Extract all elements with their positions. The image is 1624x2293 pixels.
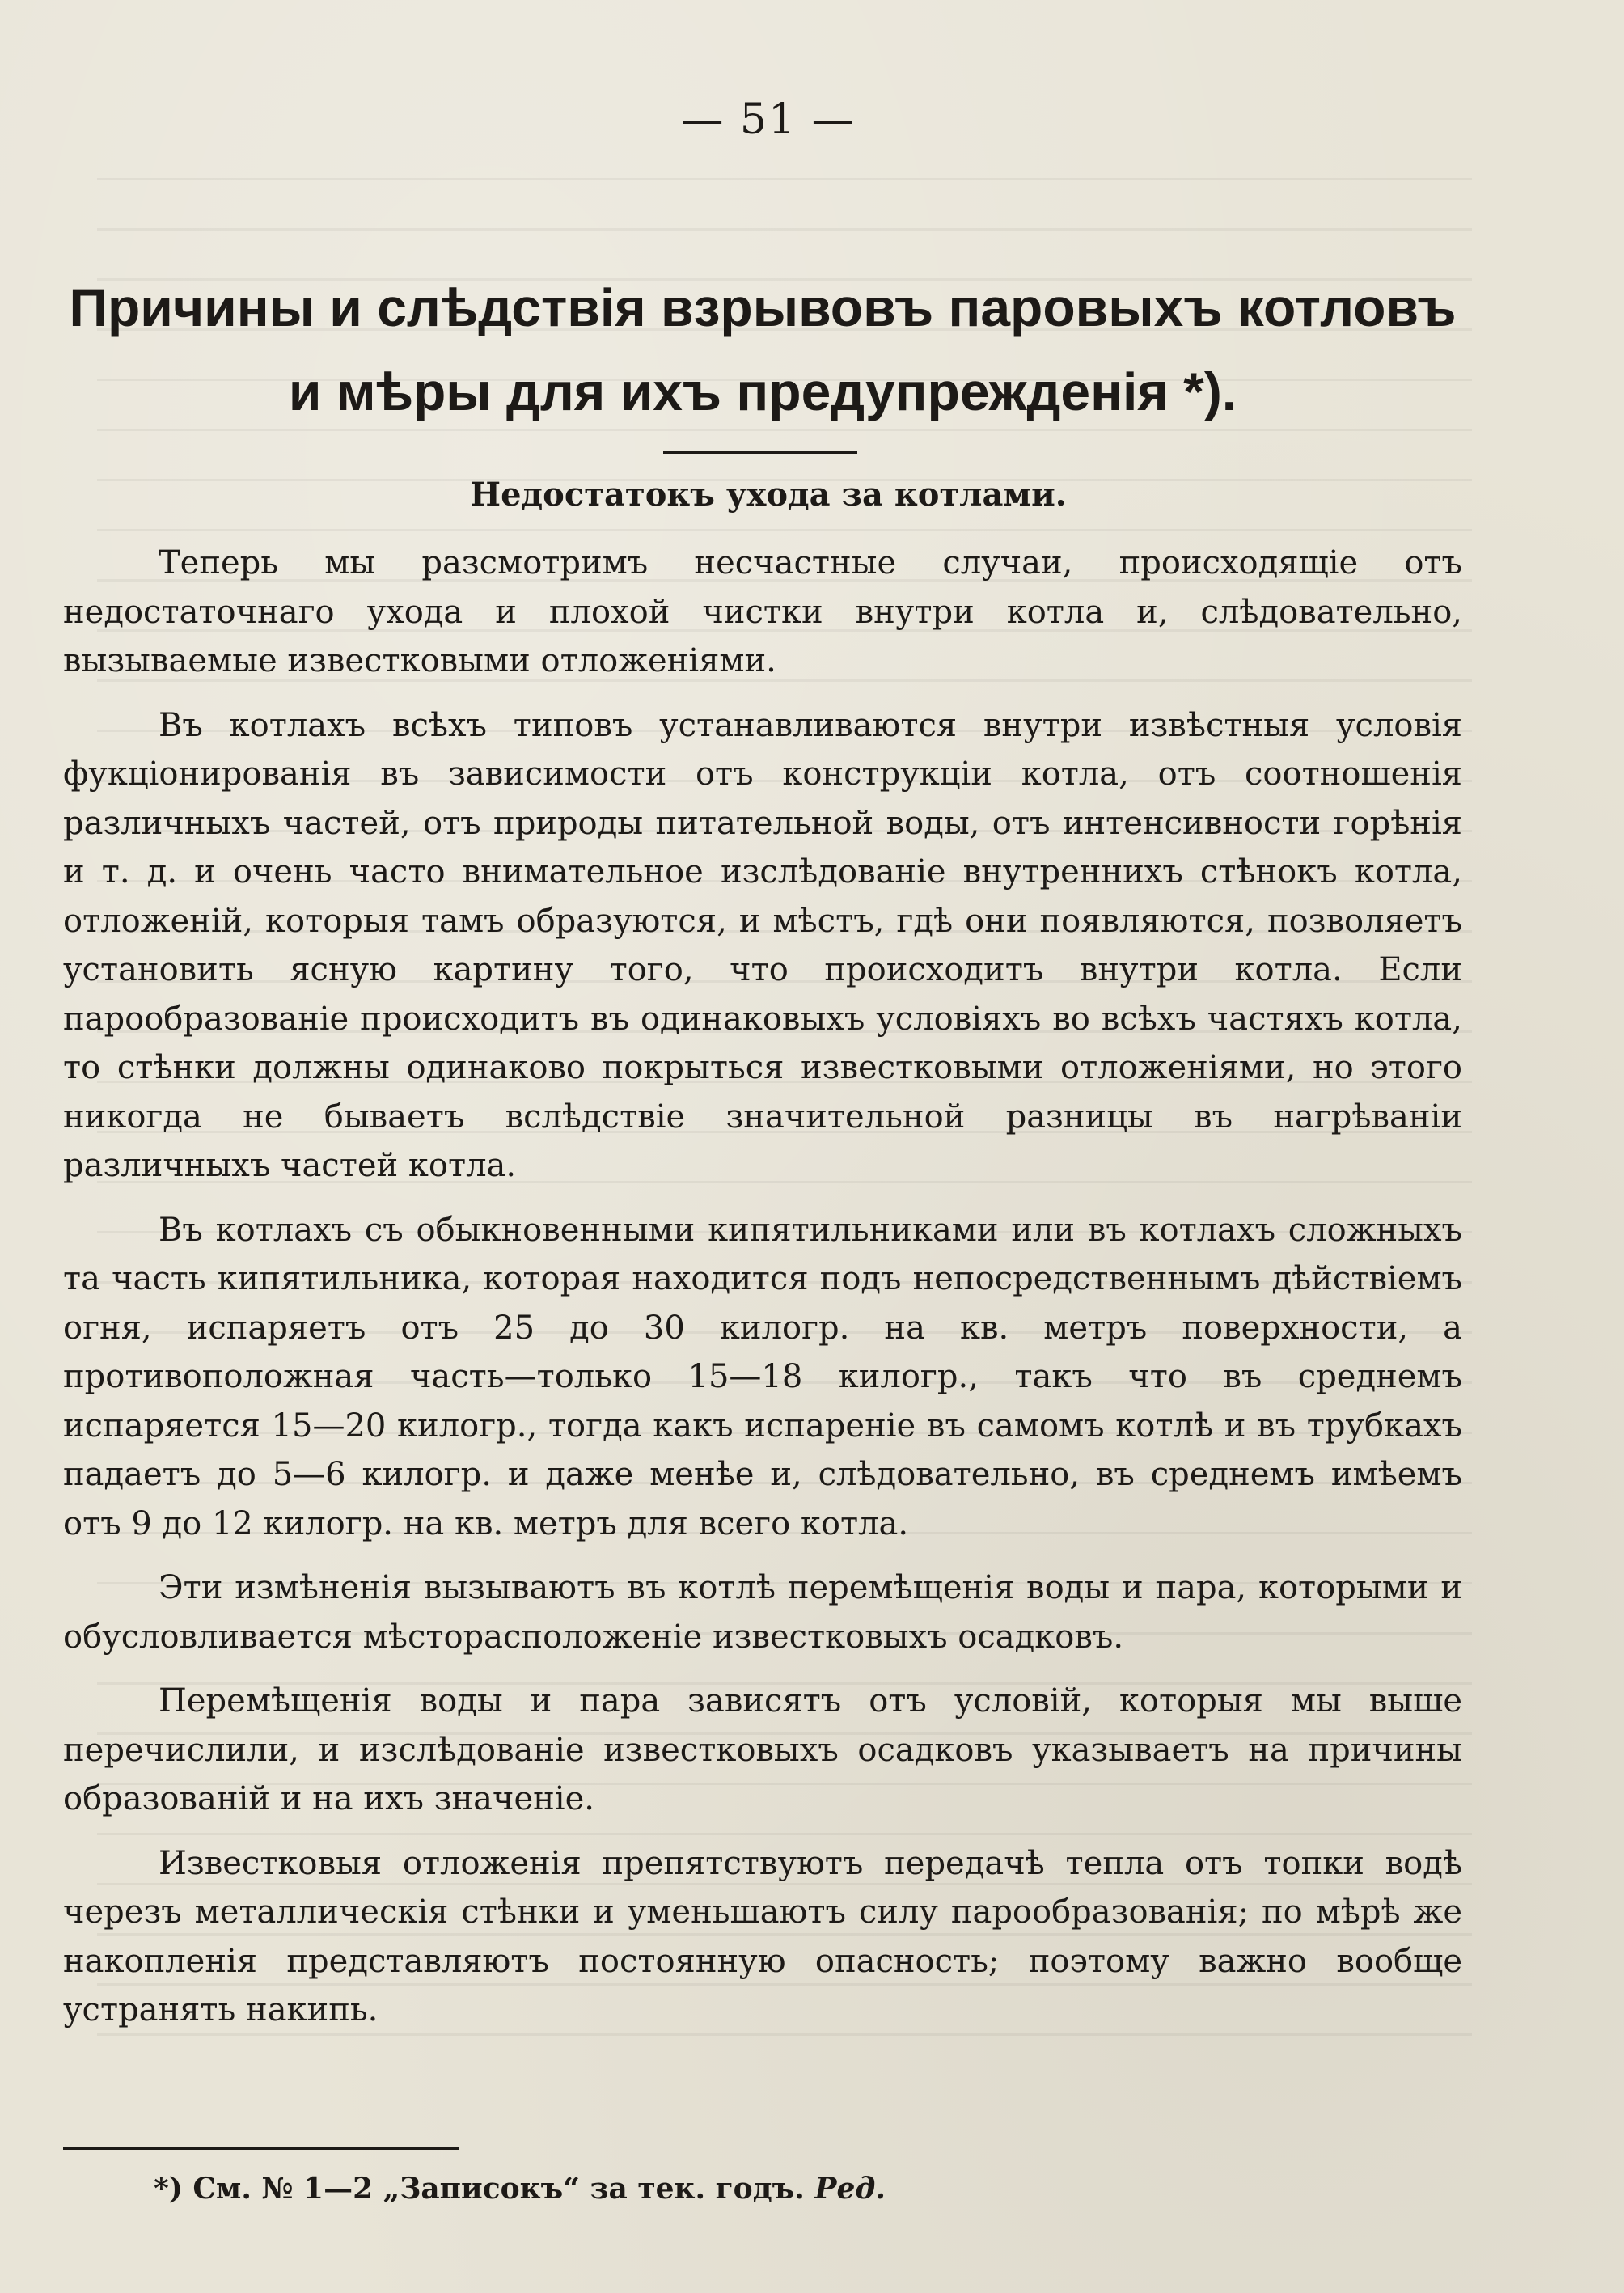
- paragraph: Въ котлахъ всѣхъ типовъ устанавливаются внутри извѣстныя условія фукціонированія въ зависимости отъ конструкціи котла, отъ соотношенія различныхъ частей, отъ природы питательной воды, отъ интенсивности горѣнія и т. д. и очень часто внимательное изслѣдованіе внутреннихъ стѣнокъ котла, отложеній, которыя тамъ образуются, и мѣстъ, гдѣ они появляются, позволяетъ установить ясную картину того, что происходитъ внутри котла. Если парообразованіе происходитъ въ одинаковыхъ условіяхъ во всѣхъ частяхъ котла, то стѣнки должны одинаково покрыться известковыми отложеніями, но этого никогда не бываетъ вслѣдствіе значительной разницы въ нагрѣваніи различныхъ частей котла.: [63, 706, 1462, 1184]
- paragraph: Известковыя отложенія препятствуютъ передачѣ тепла отъ топки водѣ черезъ металлическія стѣнки и уменьшаютъ силу парообразованія; по мѣрѣ же накопленія представляютъ постоянную опасность; поэтому важно вообще устранять накипь.: [63, 1844, 1462, 2029]
- paragraph: Перемѣщенія воды и пара зависятъ отъ условій, которыя мы выше перечислили, и изслѣдованіе известковыхъ осадковъ указываетъ на причины образованій и на ихъ значеніе.: [63, 1682, 1462, 1817]
- footnote-divider: [63, 2147, 459, 2150]
- footnote-text: *) См. № 1—2 „Записокъ“ за тек. годъ.: [154, 2172, 805, 2206]
- paragraph: Въ котлахъ съ обыкновенными кипятильниками или въ котлахъ сложныхъ та часть кипятильника, которая находится подъ непосредственнымъ дѣйствіемъ огня, испаряетъ отъ 25 до 30 килогр. на кв. метръ поверхности, а противоположная часть—только 15—18 килогр., такъ что въ среднемъ испаряется 15—20 килогр., тогда какъ испареніе въ самомъ котлѣ и въ трубкахъ падаетъ до 5—6 килогр. и даже менѣе и, слѣдовательно, въ среднемъ имѣемъ отъ 9 до 12 килогр. на кв. метръ для всего котла.: [63, 1211, 1462, 1542]
- section-heading: Недостатокъ ухода за котлами.: [470, 476, 1067, 514]
- footnote: [154, 2172, 886, 2206]
- footnote-editor-mark: Ред.: [814, 2172, 886, 2206]
- page-number: — 51 —: [681, 95, 856, 144]
- paragraph: Теперь мы разсмотримъ несчастные случаи, происходящіе отъ недостаточнаго ухода и плохой чистки внутри котла и, слѣдовательно, вызываемые известковыми отложеніями.: [63, 544, 1462, 679]
- title-divider: [663, 451, 857, 454]
- article-title: Причины и слѣдствія взрывовъ паровыхъ котловъ и мѣры для ихъ предупрежденія *).: [69, 277, 1457, 421]
- article-body: [63, 539, 1462, 2050]
- paragraph: Эти измѣненія вызываютъ въ котлѣ перемѣщенія воды и пара, которыми и обусловливается мѣсторасположеніе известковыхъ осадковъ.: [63, 1569, 1462, 1656]
